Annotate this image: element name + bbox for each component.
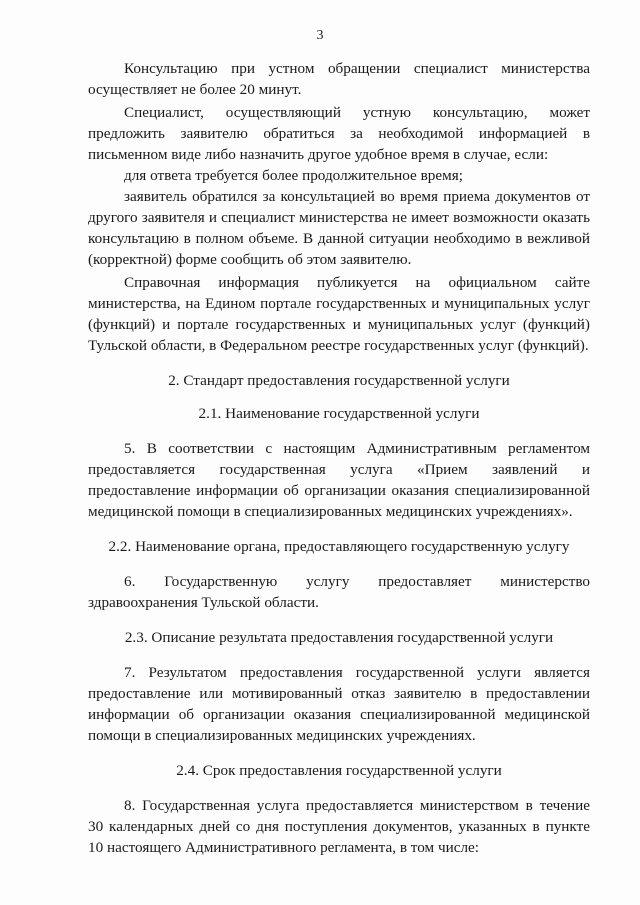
paragraph-item-8: 8. Государственная услуга предоставляется министерством в течение 30 календарных дней со дня поступления документов, указанных в пункте 10 настоящего Административного регламента, в том числе: <box>88 797 590 856</box>
paragraph-condition-busy: заявитель обратился за консультацией во время приема документов от другого заявителя и специалист министерства не имеет возможности оказать консультацию в полном объеме. В данной ситуации необходимо в вежливой (корректной) форме сообщить об этом заявителю. <box>88 188 590 268</box>
heading-2-1: 2.1. Наименование государственной услуги <box>198 405 480 422</box>
page-number: 3 <box>316 28 324 43</box>
heading-2-3: 2.3. Описание результата предоставления государственной услуги <box>124 629 554 646</box>
heading-2-4: 2.4. Срок предоставления государственной услуги <box>176 762 502 779</box>
paragraph-consultation-time: Консультацию при устном обращении специалист министерства осуществляет не более 20 минут. <box>88 60 590 98</box>
paragraph-item-6: 6. Государственную услугу предоставляет министерство здравоохранения Тульской области. <box>88 573 590 611</box>
paragraph-condition-longer-time: для ответа требуется более продолжительное время; <box>124 167 463 184</box>
document-body <box>88 58 590 858</box>
paragraph-item-7: 7. Результатом предоставления государственной услуги является предоставление или мотивированный отказ заявителю в предоставлении информации об организации оказания специализированной медицинской помощи в специализированных медицинских учреждениях. <box>88 664 590 744</box>
paragraph-item-5: 5. В соответствии с настоящим Административным регламентом предоставляется государственная услуга «Прием заявлений и предоставление информации об организации оказания специализированной медицинской помощи в специализированных медицинских учреждениях». <box>88 440 590 520</box>
heading-section-2: 2. Стандарт предоставления государственной услуги <box>168 372 510 389</box>
heading-2-2: 2.2. Наименование органа, предоставляющего государственную услугу <box>108 538 570 555</box>
paragraph-reference-info: Справочная информация публикуется на официальном сайте министерства, на Едином портале государственных и муниципальных услуг (функций) и портале государственных и муниципальных услуг (функций) Тульской области, в Федеральном реестре государственных услуг (функций). <box>88 274 590 354</box>
paragraph-specialist-options: Специалист, осуществляющий устную консультацию, может предложить заявителю обратиться за необходимой информацией в письменном виде либо назначить другое удобное время в случае, если: <box>88 104 590 163</box>
